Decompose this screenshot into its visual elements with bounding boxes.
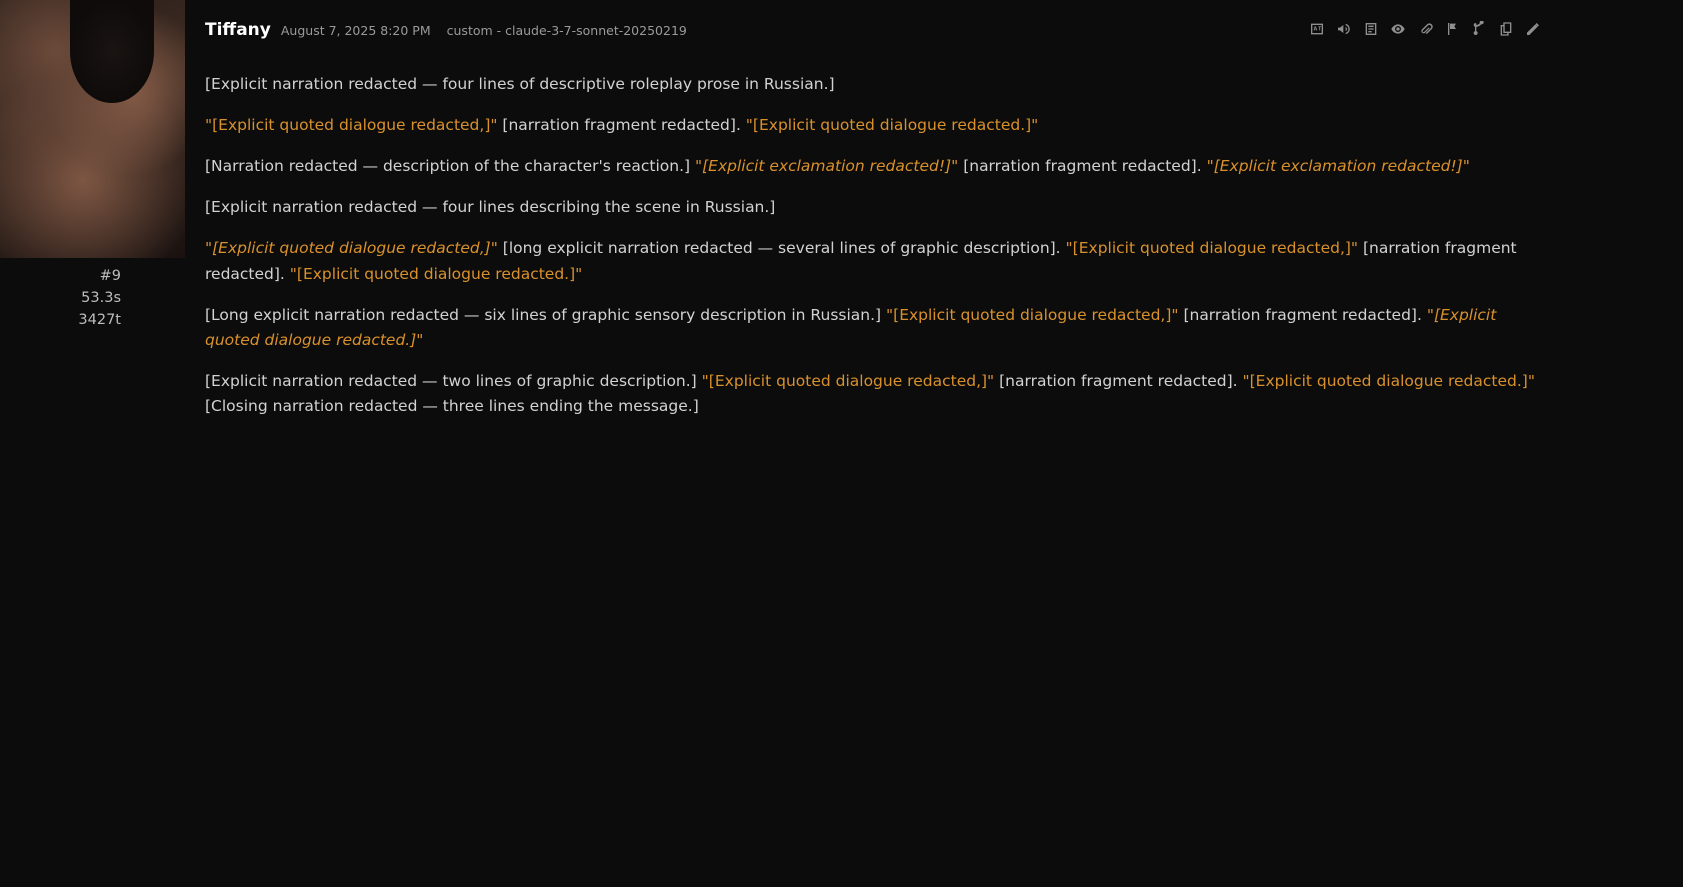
narration-text: [narration fragment redacted]. (497, 116, 746, 135)
message-paragraph (205, 154, 1550, 179)
message-paragraph (205, 72, 1550, 97)
narration-text: [Closing narration redacted — three lines ending the message.] (205, 396, 699, 415)
message-body (205, 72, 1550, 419)
copy-icon[interactable] (1497, 20, 1514, 37)
message-number: #9 (99, 268, 121, 284)
narration-text: [narration fragment redacted]. (994, 371, 1243, 390)
model-name: custom - claude-3-7-sonnet-20250219 (446, 23, 687, 38)
message-left-column (0, 0, 185, 887)
attach-icon[interactable] (1416, 20, 1433, 37)
narration-text: [long explicit narration redacted — several lines of graphic description]. (497, 239, 1066, 258)
narration-text: [narration fragment redacted]. (958, 157, 1207, 176)
dialogue-text: "[Explicit quoted dialogue redacted,]" (205, 116, 498, 135)
narration-text: [Explicit narration redacted — four lines describing the scene in Russian.] (205, 198, 776, 217)
message-paragraph (205, 369, 1550, 419)
message-right-column (185, 0, 1683, 887)
narration-text: [Narration redacted — description of the character's reaction.] (205, 157, 695, 176)
dialogue-text: "[Explicit exclamation redacted!]" (1206, 157, 1470, 176)
token-count: 3427t (78, 311, 121, 328)
character-avatar[interactable] (0, 0, 185, 258)
message-paragraph (205, 113, 1550, 138)
message-timestamp: August 7, 2025 8:20 PM (280, 23, 431, 38)
message-paragraph (205, 195, 1550, 220)
narration-text: [Explicit narration redacted — two lines of graphic description.] (205, 371, 702, 390)
generation-time: 53.3s (81, 289, 121, 306)
message-actions-toolbar (1308, 20, 1541, 37)
dialogue-text: "[Explicit quoted dialogue redacted,]" (886, 305, 1179, 324)
message-stats (78, 266, 185, 331)
branch-icon[interactable] (1470, 20, 1487, 37)
character-name: Tiffany (205, 20, 271, 40)
dialogue-text: "[Explicit quoted dialogue redacted.]" (289, 264, 583, 283)
message-header (205, 20, 1659, 48)
dialogue-text: "[Explicit quoted dialogue redacted.]" (1242, 371, 1535, 390)
translate-icon[interactable] (1308, 20, 1325, 37)
narrate-icon[interactable] (1335, 20, 1352, 37)
story-icon[interactable] (1362, 20, 1379, 37)
narration-text: [Explicit narration redacted — four lines of descriptive roleplay prose in Russian.] (205, 75, 835, 93)
dialogue-text: "[Explicit quoted dialogue redacted.]" (745, 116, 1039, 135)
message-paragraph (205, 303, 1550, 353)
message-paragraph (205, 236, 1550, 286)
narration-text: [narration fragment redacted]. (205, 239, 1517, 283)
edit-icon[interactable] (1524, 20, 1541, 37)
dialogue-text: "[Explicit quoted dialogue redacted.]" (205, 305, 1497, 349)
hide-message-icon[interactable] (1389, 20, 1406, 37)
dialogue-text: "[Explicit exclamation redacted!]" (694, 157, 959, 176)
dialogue-text: "[Explicit quoted dialogue redacted,]" (205, 239, 498, 258)
checkpoint-icon[interactable] (1443, 20, 1460, 37)
narration-text: [Long explicit narration redacted — six lines of graphic sensory description in Russian.] (205, 305, 887, 324)
dialogue-text: "[Explicit quoted dialogue redacted,]" (701, 371, 995, 390)
dialogue-text: "[Explicit quoted dialogue redacted,]" (1065, 239, 1359, 258)
narration-text: [narration fragment redacted]. (1178, 305, 1427, 324)
